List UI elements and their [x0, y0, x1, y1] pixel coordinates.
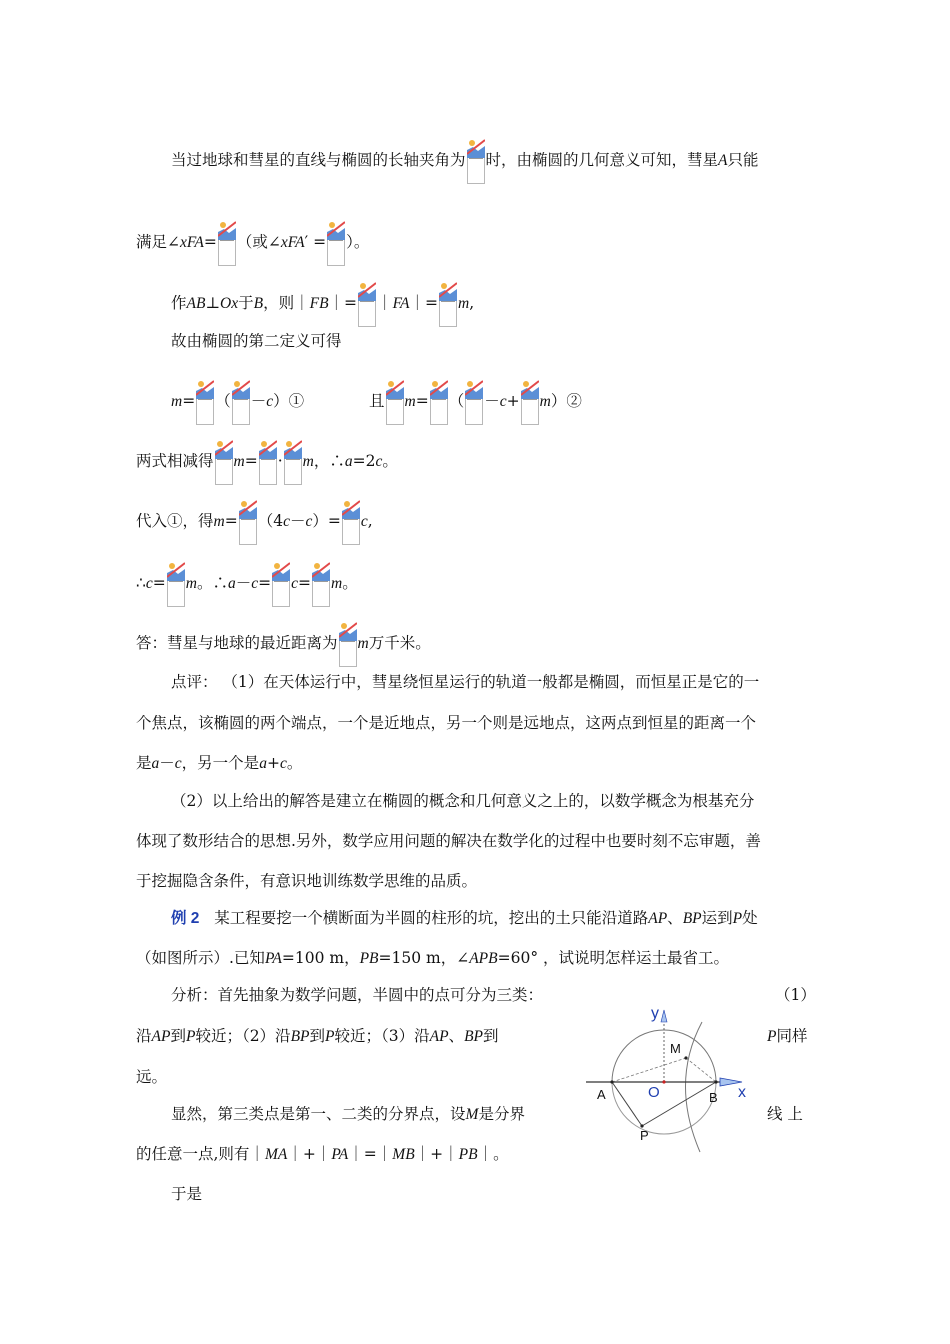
text-line: 两式相减得 m= · m，∴a=2c。: [136, 439, 398, 485]
text-line: ∴c= m。∴a－c= c= m。: [136, 561, 358, 607]
text-line: 故由椭圆的第二定义可得: [171, 332, 342, 350]
broken-image-icon: [215, 439, 233, 485]
text-line: 满足∠xFA= （或∠xFA′ = ）。: [136, 220, 369, 266]
broken-image-icon: [272, 561, 290, 607]
boundary-curve: [685, 1022, 702, 1152]
label-A: A: [597, 1087, 606, 1102]
example-line: （如图所示）.已知PA=100 m，PB=150 m，∠APB=60° ，试说明怎样运土最省工。: [136, 949, 730, 967]
broken-image-icon: [312, 561, 330, 607]
paragraph-line: （2）以上给出的解答是建立在椭圆的概念和几何意义之上的，以数学概念为根基充分: [171, 792, 755, 810]
text-line: m= （ －c）①: [171, 379, 304, 425]
broken-image-icon: [439, 281, 457, 327]
analysis-line: 的任意一点,则有｜MA｜+｜PA｜=｜MB｜+｜PB｜。: [136, 1145, 509, 1163]
analysis-line: P同样: [767, 1027, 808, 1045]
broken-image-icon: [259, 439, 277, 485]
broken-image-icon: [465, 379, 483, 425]
broken-image-icon: [430, 379, 448, 425]
broken-image-icon: [327, 220, 345, 266]
example-line: 例 2 某工程要挖一个横断面为半圆的柱形的坑，挖出的土只能沿道路AP、BP运到P处: [171, 909, 758, 927]
text-line: 且 m= （ －c+ m）②: [369, 379, 582, 425]
paragraph-line: 点评： （1）在天体运行中，彗星绕恒星运行的轨道一般都是椭圆，而恒星正是它的一: [171, 673, 760, 691]
paragraph-line: 是a－c，另一个是a+c。: [136, 754, 303, 772]
analysis-line: （1）: [775, 986, 816, 1004]
paragraph-line: 个焦点，该椭圆的两个端点，一个是近地点，另一个则是远地点，这两点到恒星的距离一个: [136, 714, 757, 732]
y-axis-arrow: [661, 1010, 667, 1022]
broken-image-icon: [339, 621, 357, 667]
broken-image-icon: [232, 379, 250, 425]
broken-image-icon: [386, 379, 404, 425]
analysis-line: 于是: [171, 1185, 203, 1203]
broken-image-icon: [196, 379, 214, 425]
label-y: y: [651, 1005, 659, 1022]
label-P: P: [640, 1128, 649, 1143]
text-line: 当过地球和彗星的直线与椭圆的长轴夹角为 时，由椭圆的几何意义可知，彗星A只能: [171, 138, 759, 184]
geometry-figure: [582, 1000, 772, 1160]
broken-image-icon: [167, 561, 185, 607]
label-O: O: [648, 1084, 660, 1101]
example-label: 例 2: [171, 910, 200, 927]
label-M: M: [670, 1041, 681, 1056]
circle-arc-lower: [612, 1082, 716, 1134]
broken-image-icon: [521, 379, 539, 425]
analysis-line: 远。: [136, 1068, 168, 1086]
paragraph-line: 体现了数形结合的思想.另外，数学应用问题的解决在数学化的过程中也要时刻不忘审题，善: [136, 832, 761, 850]
broken-image-icon: [239, 499, 257, 545]
broken-image-icon: [467, 138, 485, 184]
broken-image-icon: [358, 281, 376, 327]
label-x: x: [738, 1084, 746, 1101]
broken-image-icon: [218, 220, 236, 266]
label-B: B: [709, 1090, 718, 1105]
segment-MA: [612, 1058, 686, 1082]
text-line: 作AB⊥Ox于B，则｜FB｜= ｜FA｜= m,: [171, 281, 474, 327]
analysis-line: 沿AP到P较近；（2）沿BP到P较近；（3）沿AP、BP到: [136, 1027, 499, 1045]
text-line: 答：彗星与地球的最近距离为 m万千米。: [136, 621, 431, 667]
broken-image-icon: [342, 499, 360, 545]
analysis-line: 分析：首先抽象为数学问题，半圆中的点可分为三类：: [171, 986, 544, 1004]
text-line: 代入①，得m= （4c－c）= c,: [136, 499, 373, 545]
paragraph-line: 于挖掘隐含条件，有意识地训练数学思维的品质。: [136, 872, 478, 890]
broken-image-icon: [284, 439, 302, 485]
analysis-line: 显然，第三类点是第一、二类的分界点，设M是分界: [171, 1105, 525, 1123]
analysis-line: 线 上: [767, 1105, 803, 1123]
